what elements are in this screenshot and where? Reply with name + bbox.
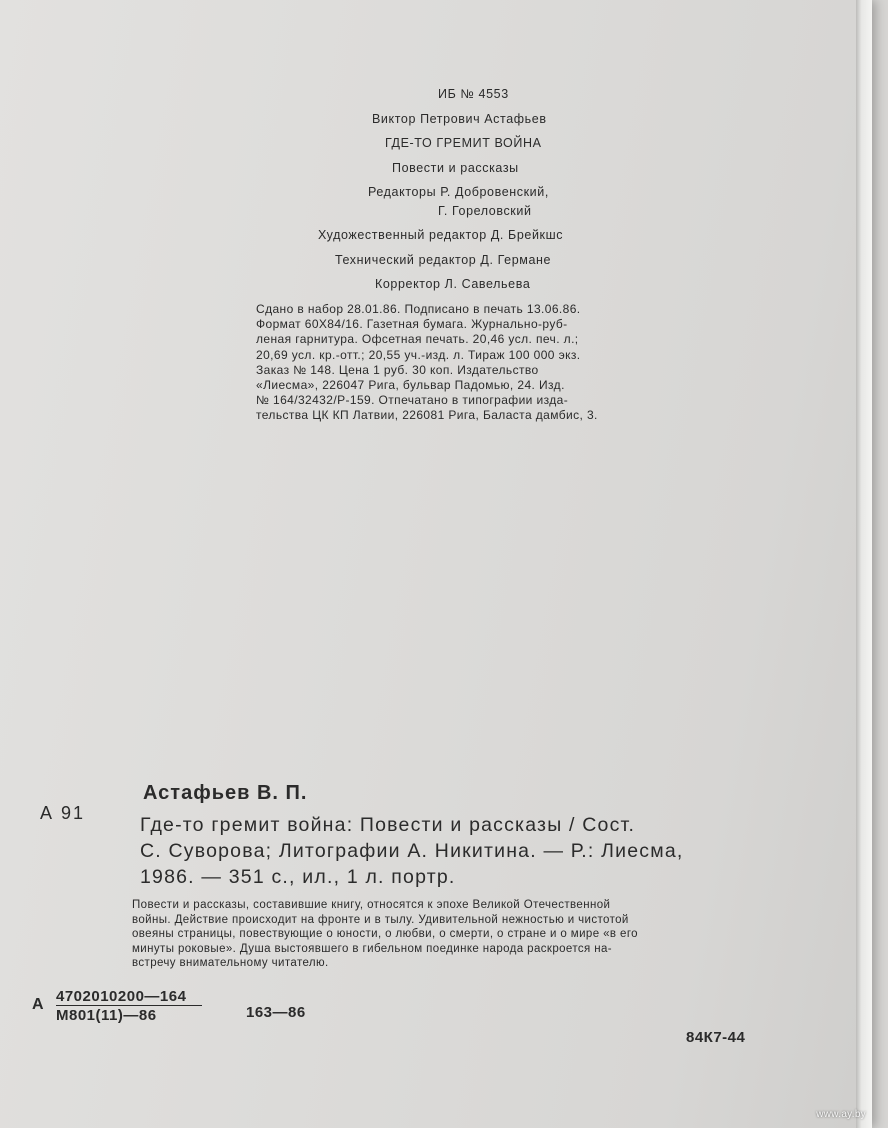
author-full-name: Виктор Петрович Астафьев: [372, 111, 547, 126]
bbk-code: 84К7-44: [686, 1029, 746, 1046]
colophon-line: «Лиесма», 226047 Рига, бульвар Падомью, 24. Изд.: [256, 378, 565, 393]
colophon-line: Формат 60Х84/16. Газетная бумага. Журнально-руб-: [256, 317, 568, 332]
annotation-line: Повести и рассказы, составившие книгу, относятся к эпохе Великой Отечественной: [132, 899, 611, 911]
page-edge: [856, 0, 872, 1128]
book-title: ГДЕ-ТО ГРЕМИТ ВОЙНА: [385, 136, 542, 150]
annotation-line: минуты роковые». Душа выстоявшего в гибельном поединке народа раскроется на-: [132, 942, 613, 955]
index-letter: А: [32, 996, 44, 1013]
tech-editor: Технический редактор Д. Германе: [335, 252, 552, 267]
colophon: [256, 302, 686, 424]
index-denominator: М801(11)—86: [56, 1007, 157, 1024]
editors-line-1: Редакторы Р. Добровенский,: [368, 185, 549, 199]
index-fraction: [56, 988, 256, 1024]
art-editor: Художественный редактор Д. Брейкшс: [318, 228, 564, 242]
order-code: 163—86: [246, 1004, 306, 1021]
colophon-line: леная гарнитура. Офсетная печать. 20,46 усл. печ. л.;: [256, 332, 579, 347]
editors-line-2: Г. Гореловский: [438, 203, 532, 218]
watermark: www.ay.by: [816, 1109, 866, 1120]
annotation: [132, 898, 852, 971]
colophon-line: Сдано в набор 28.01.86. Подписано в печать 13.06.86.: [256, 302, 581, 316]
ib-number: ИБ № 4553: [438, 87, 509, 101]
annotation-line: овеяны страницы, повествующие о юности, о любви, о смерти, о стране и о мире «в его: [132, 928, 638, 941]
book-genre: Повести и рассказы: [392, 160, 519, 175]
annotation-line: встречу внимательному читателю.: [132, 957, 329, 970]
colophon-line: тельства ЦК КП Латвии, 226081 Рига, Баласта дамбис, 3.: [256, 408, 598, 423]
author-code: А 91: [40, 803, 86, 823]
index-numerator: 4702010200—164: [56, 988, 202, 1006]
proofreader: Корректор Л. Савельева: [375, 277, 531, 291]
colophon-line: Заказ № 148. Цена 1 руб. 30 коп. Издательство: [256, 362, 539, 377]
bibliographic-line: С. Суворова; Литографии А. Никитина. — Р.: Лиесма,: [140, 840, 684, 862]
annotation-line: войны. Действие происходит на фронте и в тылу. Удивительной нежностью и чистотой: [132, 913, 629, 926]
bibliographic-author: Астафьев В. П.: [143, 782, 308, 804]
imprint-block: [240, 82, 700, 297]
bibliographic-line: 1986. — 351 с., ил., 1 л. портр.: [140, 866, 456, 888]
colophon-line: № 164/32432/Р-159. Отпечатано в типографии изда-: [256, 393, 569, 408]
colophon-line: 20,69 усл. кр.-отт.; 20,55 уч.-изд. л. Тираж 100 000 экз.: [256, 347, 581, 362]
bibliographic-line: Где-то гремит война: Повести и рассказы / Сост.: [140, 814, 636, 836]
bibliographic-description: [140, 812, 860, 890]
